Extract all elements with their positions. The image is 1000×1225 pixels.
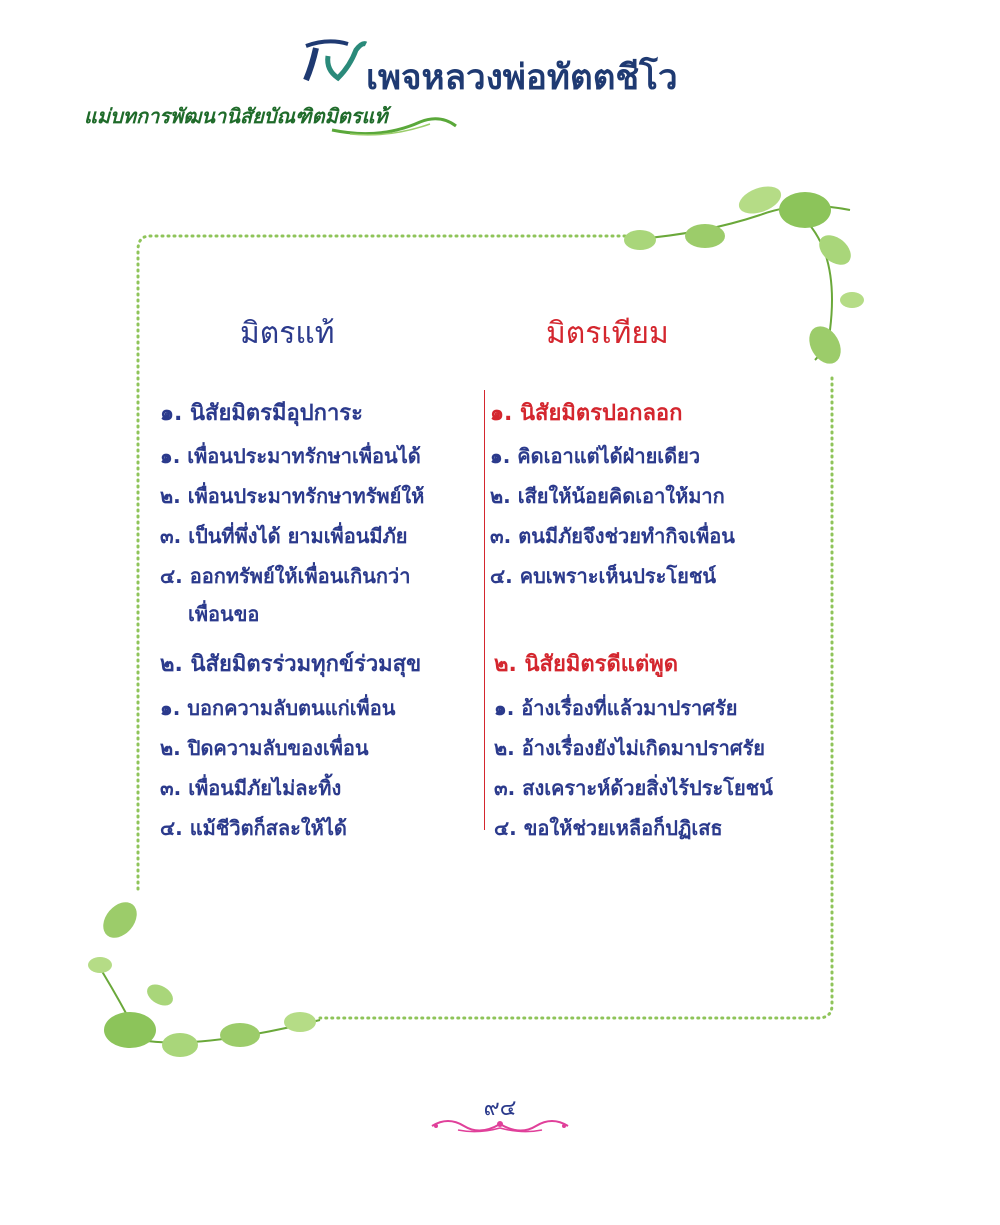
- false-friend-heading: มิตรเทียม: [546, 316, 669, 351]
- list-item: ๓. เป็นที่พึ่งได้ ยามเพื่อนมีภัย: [160, 524, 408, 548]
- list-item: ๒. เพื่อนประมาทรักษาทรัพย์ให้: [160, 484, 425, 508]
- right-section-1-heading: ๑. นิสัยมิตรปอกลอก: [490, 401, 683, 426]
- flourish-ornament-icon: [428, 1112, 572, 1138]
- list-item: ๑. เพื่อนประมาทรักษาเพื่อนได้: [160, 444, 421, 468]
- list-item: ๑. บอกความลับตนแก่เพื่อน: [160, 696, 396, 720]
- true-friend-heading: มิตรแท้: [240, 316, 335, 351]
- list-item: ๒. อ้างเรื่องยังไม่เกิดมาปราศรัย: [494, 736, 766, 760]
- list-item: ๔. ออกทรัพย์ให้เพื่อนเกินกว่า: [160, 564, 411, 588]
- page-subtitle: แม่บทการพัฒนานิสัยบัณฑิตมิตรแท้: [84, 104, 388, 128]
- page-number: ๙๔: [483, 1096, 517, 1121]
- list-item: ๔. แม้ชีวิตก็สละให้ได้: [160, 816, 347, 840]
- list-item: ๓. สงเคราะห์ด้วยสิ่งไร้ประโยชน์: [494, 776, 773, 800]
- page-title: เพจหลวงพ่อทัตตชีโว: [366, 58, 678, 98]
- list-item-continuation: เพื่อนขอ: [188, 602, 260, 626]
- list-item: ๑. อ้างเรื่องที่แล้วมาปราศรัย: [494, 696, 738, 720]
- list-item: ๒. เสียให้น้อยคิดเอาให้มาก: [490, 484, 725, 508]
- list-item: ๓. ตนมีภัยจึงช่วยทำกิจเพื่อน: [490, 524, 735, 548]
- leaf-vine-icon: [88, 896, 320, 1057]
- list-item: ๒. ปิดความลับของเพื่อน: [160, 736, 369, 760]
- left-section-1-heading: ๑. นิสัยมิตรมีอุปการะ: [160, 401, 363, 426]
- left-section-2-heading: ๒. นิสัยมิตรร่วมทุกข์ร่วมสุข: [160, 652, 422, 677]
- list-item: ๑. คิดเอาแต่ได้ฝ่ายเดียว: [490, 444, 701, 468]
- list-item: ๓. เพื่อนมีภัยไม่ละทิ้ง: [160, 776, 342, 800]
- list-item: ๔. คบเพราะเห็นประโยชน์: [490, 564, 717, 588]
- column-divider: [484, 390, 485, 830]
- right-section-2-heading: ๒. นิสัยมิตรดีแต่พูด: [494, 652, 679, 677]
- list-item: ๔. ขอให้ช่วยเหลือก็ปฏิเสธ: [494, 816, 723, 840]
